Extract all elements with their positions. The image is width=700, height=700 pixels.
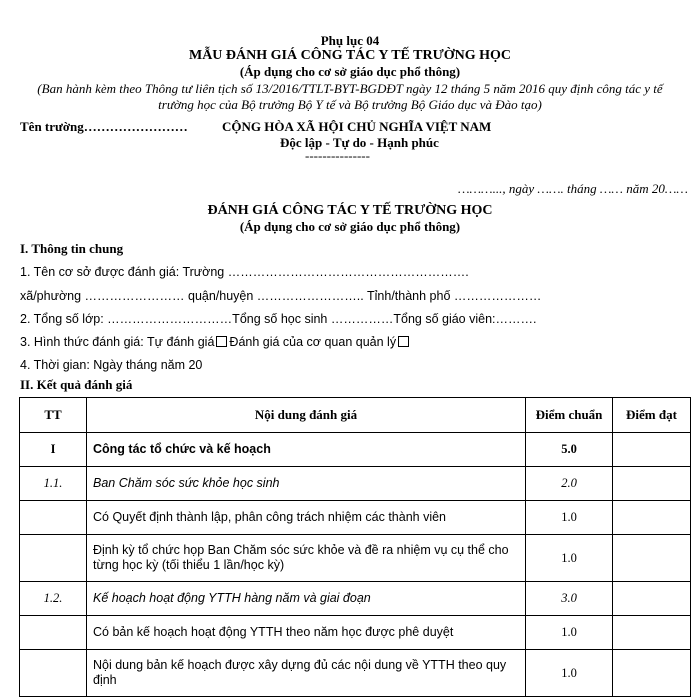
cell-achieved[interactable] bbox=[613, 616, 691, 650]
nation-title: CỘNG HÒA XÃ HỘI CHỦ NGHĨA VIỆT NAM bbox=[222, 119, 492, 134]
cell-tt bbox=[20, 616, 87, 650]
table-row bbox=[20, 433, 691, 467]
cell-achieved[interactable] bbox=[613, 501, 691, 535]
management-evaluation-checkbox[interactable] bbox=[398, 336, 409, 347]
cell-content: Nội dung bản kế hoạch được xây dựng đủ các nội dung về YTTH theo quy định bbox=[87, 650, 526, 697]
info-address: xã/phường …………………… quận/huyện …………………….. Tỉnh/thành phố ………………… bbox=[20, 289, 542, 303]
motto-underline: --------------- bbox=[305, 148, 370, 163]
management-evaluation-label: Đánh giá của cơ quan quản lý bbox=[229, 335, 397, 349]
cell-content: Có Quyết định thành lập, phân công trách nhiệm các thành viên bbox=[87, 501, 526, 535]
cell-tt bbox=[20, 650, 87, 697]
issued-note-line2: trường học của Bộ trưởng Bộ Y tế và Bộ trưởng Bộ Giáo dục và Đào tạo) bbox=[158, 97, 542, 112]
info-evaluation-type bbox=[20, 334, 411, 350]
form-scope: (Áp dụng cho cơ sở giáo dục phổ thông) bbox=[239, 64, 461, 79]
cell-standard: 1.0 bbox=[526, 535, 613, 582]
table-header-row bbox=[20, 398, 691, 433]
table-row bbox=[20, 501, 691, 535]
cell-standard: 1.0 bbox=[526, 650, 613, 697]
self-evaluation-checkbox[interactable] bbox=[216, 336, 227, 347]
results-table bbox=[19, 397, 691, 697]
info-totals: 2. Tổng số lớp: …………………………Tổng số học sinh ……………Tổng số giáo viên:………. bbox=[20, 312, 537, 326]
form-title: MẪU ĐÁNH GIÁ CÔNG TÁC Y TẾ TRƯỜNG HỌC bbox=[188, 48, 512, 63]
header-achieved-score: Điểm đạt bbox=[613, 398, 691, 433]
cell-content: Định kỳ tổ chức họp Ban Chăm sóc sức khỏe và đề ra nhiệm vụ cụ thể cho từng học kỳ (tối thiểu 1 lần/học kỳ) bbox=[87, 535, 526, 582]
cell-content: Kế hoạch hoạt động YTTH hàng năm và giai đoạn bbox=[87, 582, 526, 616]
appendix-label: Phụ lục 04 bbox=[320, 33, 380, 48]
motto-text: Độc lập - Tự do - Hạnh phúc bbox=[280, 135, 439, 150]
table-row bbox=[20, 650, 691, 697]
cell-tt bbox=[20, 535, 87, 582]
info-time: 4. Thời gian: Ngày tháng năm 20 bbox=[20, 358, 203, 372]
cell-tt bbox=[20, 501, 87, 535]
cell-achieved[interactable] bbox=[613, 582, 691, 616]
table-row bbox=[20, 467, 691, 501]
cell-content: Ban Chăm sóc sức khỏe học sinh bbox=[87, 467, 526, 501]
cell-achieved[interactable] bbox=[613, 650, 691, 697]
evaluation-type-label: 3. Hình thức đánh giá: Tự đánh giá bbox=[20, 335, 215, 349]
cell-tt: 1.1. bbox=[20, 467, 87, 501]
evaluation-title: ĐÁNH GIÁ CÔNG TÁC Y TẾ TRƯỜNG HỌC bbox=[207, 203, 493, 218]
cell-standard: 3.0 bbox=[526, 582, 613, 616]
school-name-label: Tên trường…………………… bbox=[20, 119, 188, 134]
evaluation-scope: (Áp dụng cho cơ sở giáo dục phổ thông) bbox=[239, 219, 461, 234]
cell-standard: 1.0 bbox=[526, 501, 613, 535]
table-row bbox=[20, 582, 691, 616]
info-school-name: 1. Tên cơ sở được đánh giá: Trường …………………………………………………. bbox=[20, 265, 469, 279]
cell-tt: 1.2. bbox=[20, 582, 87, 616]
header-content: Nội dung đánh giá bbox=[87, 398, 526, 433]
header-tt: TT bbox=[20, 398, 87, 433]
cell-tt: I bbox=[20, 433, 87, 467]
section-general-info: I. Thông tin chung bbox=[20, 241, 124, 256]
table-row bbox=[20, 535, 691, 582]
cell-standard: 1.0 bbox=[526, 616, 613, 650]
date-text: ………..., ngày ……. tháng …… năm 20…… bbox=[457, 181, 688, 196]
cell-achieved[interactable] bbox=[613, 535, 691, 582]
header-standard-score: Điểm chuẩn bbox=[526, 398, 613, 433]
cell-achieved[interactable] bbox=[613, 467, 691, 501]
issued-note-line1: (Ban hành kèm theo Thông tư liên tịch số 13/2016/TTLT-BYT-BGDĐT ngày 12 tháng 5 năm 2016 quy định công tác y tế bbox=[37, 81, 663, 96]
cell-standard: 2.0 bbox=[526, 467, 613, 501]
cell-standard: 5.0 bbox=[526, 433, 613, 467]
cell-content: Công tác tổ chức và kế hoạch bbox=[87, 433, 526, 467]
section-results: II. Kết quả đánh giá bbox=[20, 377, 133, 392]
cell-achieved[interactable] bbox=[613, 433, 691, 467]
cell-content: Có bản kế hoạch hoạt động YTTH theo năm học được phê duyệt bbox=[87, 616, 526, 650]
table-row bbox=[20, 616, 691, 650]
